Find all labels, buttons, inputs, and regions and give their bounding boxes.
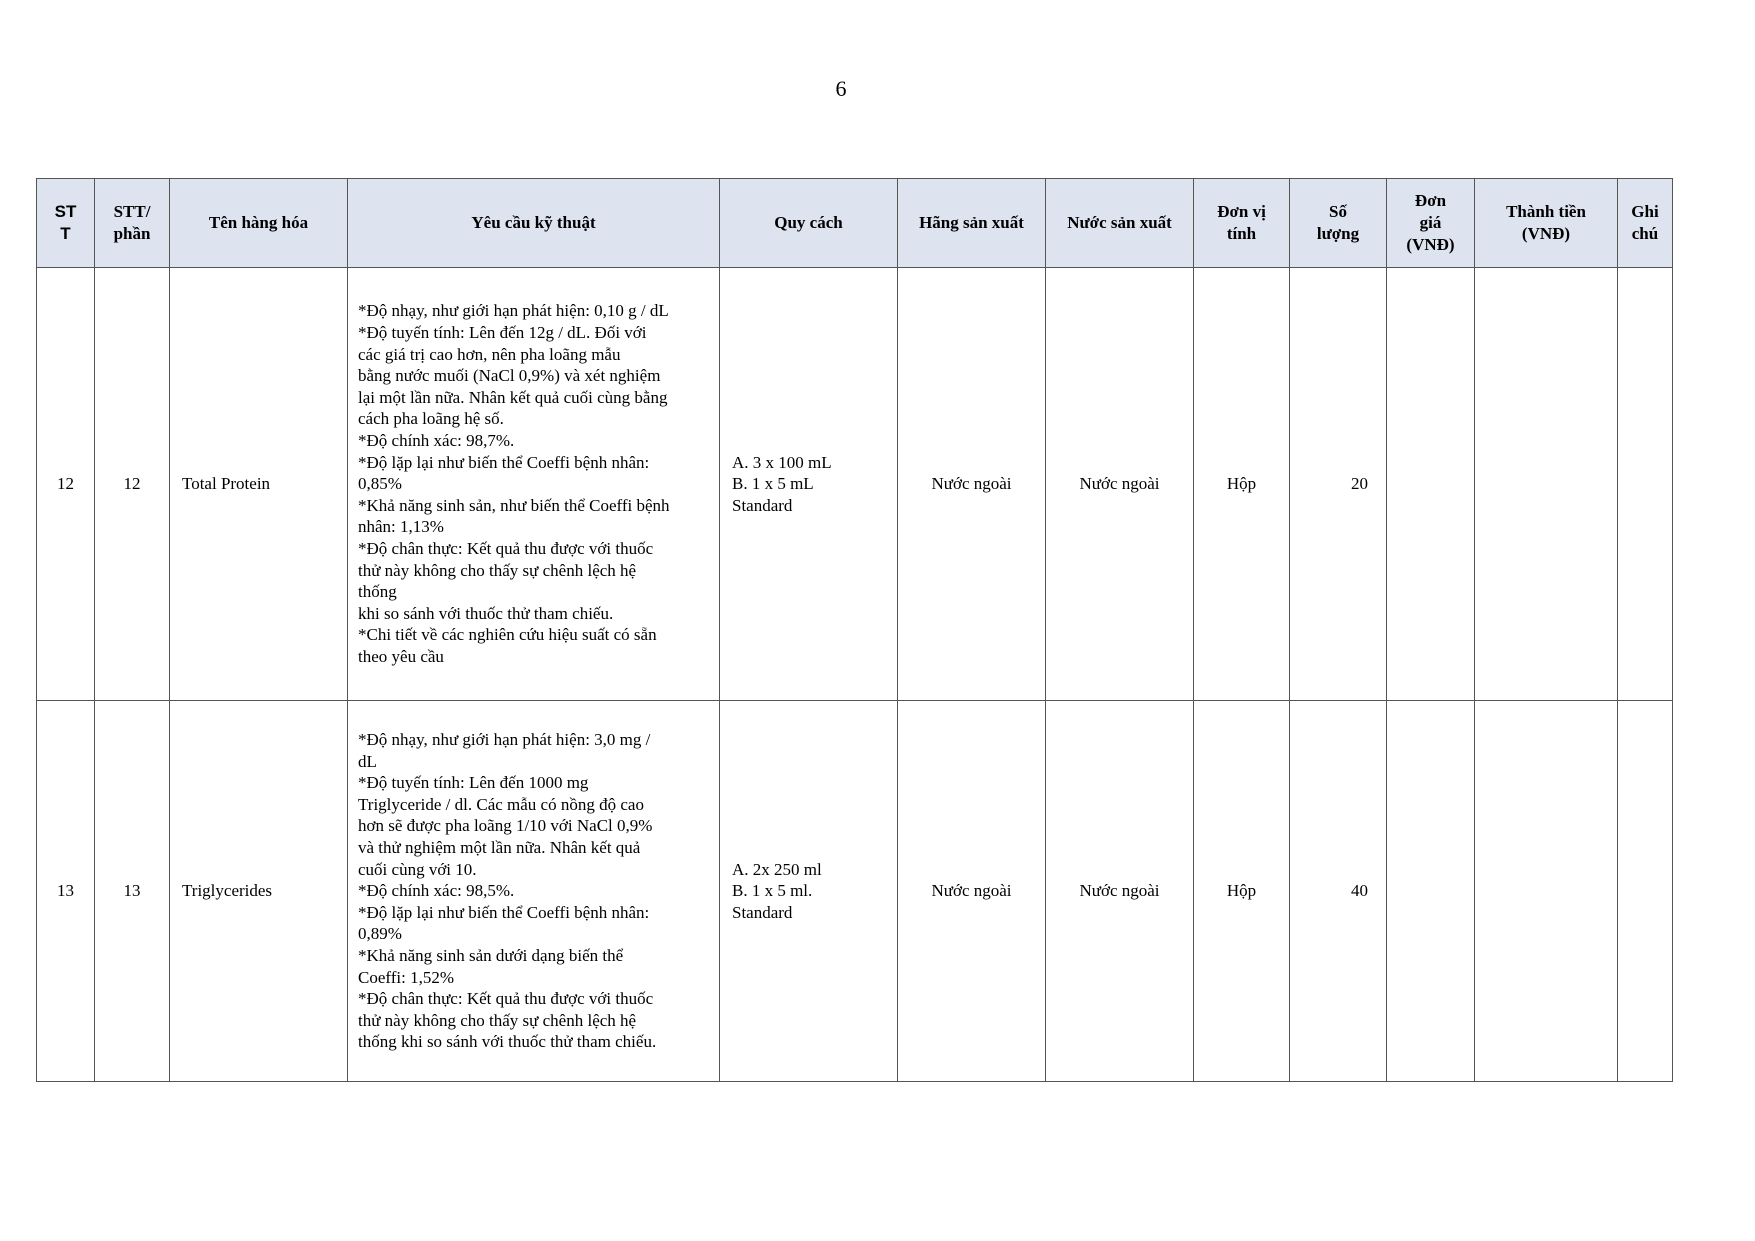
cell-don-vi-tinh: Hộp bbox=[1194, 268, 1290, 701]
header-yeu-cau-ky-thuat: Yêu cầu kỹ thuật bbox=[348, 179, 720, 268]
header-so-luong: Số lượng bbox=[1290, 179, 1387, 268]
table-row bbox=[37, 268, 1673, 701]
spec-line: *Độ tuyến tính: Lên đến 12g / dL. Đối với bbox=[358, 323, 647, 343]
spec-line: nhân: 1,13% bbox=[358, 517, 444, 537]
header-ghi-chu: Ghi chú bbox=[1618, 179, 1673, 268]
pack-line: Standard bbox=[732, 902, 793, 922]
spec-line: *Độ chính xác: 98,7%. bbox=[358, 431, 515, 451]
spec-line: thử này không cho thấy sự chênh lệch hệ bbox=[358, 560, 637, 580]
spec-line: hơn sẽ được pha loãng 1/10 với NaCl 0,9% bbox=[358, 816, 653, 836]
page-number: 6 bbox=[835, 76, 847, 101]
spec-line: *Độ lặp lại như biến thể Coeffi bệnh nhân: bbox=[358, 902, 650, 922]
cell-thanh-tien bbox=[1475, 268, 1618, 701]
cell-stt-phan: 13 bbox=[95, 701, 170, 1082]
header-quy-cach: Quy cách bbox=[720, 179, 898, 268]
cell-stt: 13 bbox=[37, 701, 95, 1082]
spec-line: dL bbox=[358, 751, 377, 771]
spec-line: cuối cùng với 10. bbox=[358, 859, 477, 879]
spec-line: cách pha loãng hệ số. bbox=[358, 409, 504, 429]
cell-don-vi-tinh: Hộp bbox=[1194, 701, 1290, 1082]
header-don-gia: Đơn giá (VNĐ) bbox=[1387, 179, 1475, 268]
spec-line: *Khả năng sinh sản dưới dạng biến thể bbox=[358, 945, 624, 965]
spec-line: 0,85% bbox=[358, 474, 402, 494]
pack-line: A. 2x 250 ml bbox=[732, 859, 822, 879]
header-thanh-tien: Thành tiền (VNĐ) bbox=[1475, 179, 1618, 268]
spec-line: *Độ nhạy, như giới hạn phát hiện: 3,0 mg / bbox=[358, 730, 651, 750]
cell-so-luong: 20 bbox=[1290, 268, 1387, 701]
cell-quy-cach bbox=[720, 701, 898, 1082]
cell-so-luong: 40 bbox=[1290, 701, 1387, 1082]
pack-line: A. 3 x 100 mL bbox=[732, 452, 832, 472]
spec-line: và thử nghiệm một lần nữa. Nhân kết quả bbox=[358, 838, 641, 858]
spec-line: Triglyceride / dl. Các mẫu có nồng độ cao bbox=[358, 794, 644, 814]
spec-line: *Độ nhạy, như giới hạn phát hiện: 0,10 g / dL bbox=[358, 301, 669, 321]
cell-thanh-tien bbox=[1475, 701, 1618, 1082]
header-hang-san-xuat: Hãng sản xuất bbox=[898, 179, 1046, 268]
cell-hang-san-xuat: Nước ngoài bbox=[898, 268, 1046, 701]
spec-line: thống khi so sánh với thuốc thử tham chiếu. bbox=[358, 1032, 657, 1052]
spec-line: thống bbox=[358, 582, 397, 602]
cell-hang-san-xuat: Nước ngoài bbox=[898, 701, 1046, 1082]
spec-line: thử này không cho thấy sự chênh lệch hệ bbox=[358, 1010, 637, 1030]
spec-line: *Độ tuyến tính: Lên đến 1000 mg bbox=[358, 773, 589, 793]
product-table bbox=[36, 178, 1673, 1082]
spec-line: theo yêu cầu bbox=[358, 646, 444, 666]
spec-line: *Chi tiết về các nghiên cứu hiệu suất có sẵn bbox=[358, 625, 657, 645]
cell-quy-cach bbox=[720, 268, 898, 701]
header-stt: ST T bbox=[37, 179, 95, 268]
cell-ten-hang-hoa: Triglycerides bbox=[170, 701, 348, 1082]
spec-line: *Độ chân thực: Kết quả thu được với thuốc bbox=[358, 989, 654, 1009]
spec-line: khi so sánh với thuốc thử tham chiếu. bbox=[358, 603, 614, 623]
cell-don-gia bbox=[1387, 701, 1475, 1082]
cell-ghi-chu bbox=[1618, 701, 1673, 1082]
header-nuoc-san-xuat: Nước sản xuất bbox=[1046, 179, 1194, 268]
pack-line: B. 1 x 5 ml. bbox=[732, 881, 813, 901]
table-header-row bbox=[37, 179, 1673, 268]
cell-don-gia bbox=[1387, 268, 1475, 701]
cell-nuoc-san-xuat: Nước ngoài bbox=[1046, 701, 1194, 1082]
header-stt-phan: STT/ phần bbox=[95, 179, 170, 268]
spec-line: *Độ chính xác: 98,5%. bbox=[358, 881, 515, 901]
spec-line: Coeffi: 1,52% bbox=[358, 967, 455, 987]
cell-stt: 12 bbox=[37, 268, 95, 701]
cell-stt-phan: 12 bbox=[95, 268, 170, 701]
header-don-vi-tinh: Đơn vị tính bbox=[1194, 179, 1290, 268]
spec-line: *Độ chân thực: Kết quả thu được với thuốc bbox=[358, 538, 654, 558]
cell-ghi-chu bbox=[1618, 268, 1673, 701]
spec-line: lại một lần nữa. Nhân kết quả cuối cùng bằng bbox=[358, 387, 668, 407]
spec-line: bằng nước muối (NaCl 0,9%) và xét nghiệm bbox=[358, 366, 661, 386]
pack-line: Standard bbox=[732, 495, 793, 515]
cell-nuoc-san-xuat: Nước ngoài bbox=[1046, 268, 1194, 701]
spec-line: *Khả năng sinh sản, như biến thể Coeffi bệnh bbox=[358, 495, 670, 515]
cell-ten-hang-hoa: Total Protein bbox=[170, 268, 348, 701]
table-row bbox=[37, 701, 1673, 1082]
spec-line: các giá trị cao hơn, nên pha loãng mẫu bbox=[358, 344, 621, 364]
spec-line: *Độ lặp lại như biến thể Coeffi bệnh nhân: bbox=[358, 452, 650, 472]
cell-yeu-cau-ky-thuat bbox=[348, 701, 720, 1082]
pack-line: B. 1 x 5 mL bbox=[732, 474, 814, 494]
cell-yeu-cau-ky-thuat bbox=[348, 268, 720, 701]
spec-line: 0,89% bbox=[358, 924, 402, 944]
header-ten-hang-hoa: Tên hàng hóa bbox=[170, 179, 348, 268]
